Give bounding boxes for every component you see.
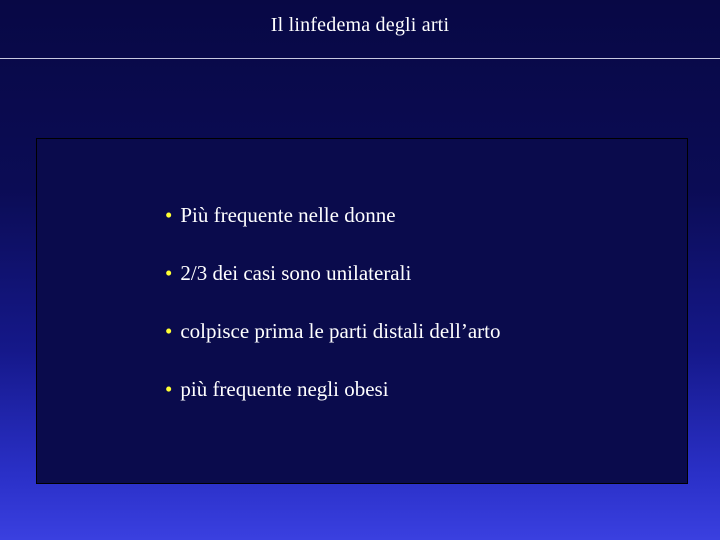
bullet-item	[165, 261, 501, 319]
bullet-item	[165, 203, 501, 261]
bullet-text: più frequente negli obesi	[180, 377, 389, 401]
bullet-icon: •	[165, 203, 173, 227]
slide-title: Il linfedema degli arti	[270, 14, 450, 36]
bullet-text: colpisce prima le parti distali dell’arto	[180, 319, 501, 343]
bullet-text: Più frequente nelle donne	[180, 203, 396, 227]
bullet-item	[165, 319, 501, 377]
content-box	[36, 138, 688, 484]
bullet-text: 2/3 dei casi sono unilaterali	[180, 261, 412, 285]
bullet-list	[165, 203, 501, 435]
title-divider	[0, 58, 720, 59]
bullet-icon: •	[165, 377, 173, 401]
bullet-icon: •	[165, 261, 173, 285]
bullet-item	[165, 377, 501, 435]
bullet-icon: •	[165, 319, 173, 343]
